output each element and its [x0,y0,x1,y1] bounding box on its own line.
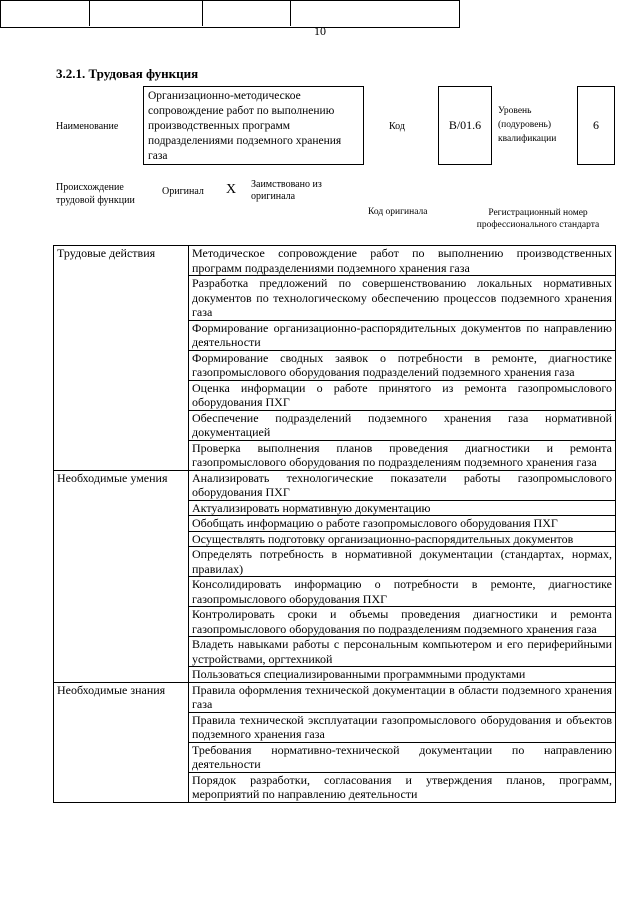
section-item: Определять потребность в нормативной документации (стандартах, нормах, правилах) [189,547,616,577]
section-item: Формирование организационно-распорядительных документов по направлению деятельности [189,320,616,350]
page-number: 10 [314,24,326,38]
section-item: Разработка предложений по совершенствованию локальных нормативных документов по технологическому обеспечению процессов подземного хранения газа [189,276,616,321]
origin-cell-code [203,0,291,26]
code-label: Код [389,121,405,132]
section-item: Методическое сопровождение работ по выполнению производственных программ подразделениями подземного хранения газа [189,246,616,276]
origin-cell-original [0,0,90,26]
original-label: Оригинал [162,186,204,197]
section-item: Контролировать сроки и объемы проведения диагностики и ремонта газопромыслового оборудования по подразделениям подземного хранения газа [189,607,616,637]
origin-cell-borrowed [90,0,203,26]
section-item: Требования нормативно-технической документации по направлению деятельности [189,742,616,772]
level-label: Уровень (подуровень) квалификации [498,106,557,144]
borrowed-label: Заимствовано из оригинала [251,179,322,202]
section-item: Правила оформления технической документации в области подземного хранения газа [189,682,616,712]
table-row [54,682,616,712]
origin-label [56,181,148,207]
section-category: Трудовые действия [54,246,189,471]
section-item: Пользоваться специализированными программными продуктами [189,667,616,683]
table-row [54,246,616,276]
section-title: 3.2.1. Трудовая функция [56,66,199,81]
section-item: Актуализировать нормативную документацию [189,500,616,516]
level-value-box: 6 [577,86,615,165]
section-item: Владеть навыками работы с персональным компьютером и его периферийными устройствами, оргтехникой [189,637,616,667]
name-label: Наименование [56,121,119,132]
section-category: Необходимые знания [54,682,189,802]
registration-number-caption: Регистрационный номер профессионального стандарта [476,208,600,230]
section-item: Правила технической эксплуатации газопромыслового оборудования и объектов подземного хранения газа [189,712,616,742]
section-category: Необходимые умения [54,470,189,682]
section-item: Формирование сводных заявок о потребности в ремонте, диагностике газопромыслового оборудования подразделений подземного хранения газа [189,350,616,380]
section-item: Осуществлять подготовку организационно-распорядительных документов [189,531,616,547]
code-value-box: В/01.6 [438,86,492,165]
requirements-table [53,245,616,803]
table-row [54,470,616,500]
section-item: Обеспечение подразделений подземного хранения газа нормативной документацией [189,410,616,440]
section-item: Оценка информации о работе принятого из ремонта газопромыслового оборудования ПХГ [189,380,616,410]
section-item: Консолидировать информацию о потребности в ремонте, диагностике газопромыслового оборудования ПХГ [189,577,616,607]
origin-label-text: Происхождение трудовой функции [56,182,135,206]
original-code-caption: Код оригинала [368,207,428,217]
function-name-box: Организационно-методическое сопровождение работ по выполнению производственных программ подразделениями подземного хранения газа [143,86,364,165]
section-item: Обобщать информацию о работе газопромыслового оборудования ПХГ [189,516,616,532]
section-item: Порядок разработки, согласования и утверждения планов, программ, мероприятий по направлению деятельности [189,772,616,802]
original-mark: X [226,182,237,197]
section-item: Анализировать технологические показатели работы газопромыслового оборудования ПХГ [189,470,616,500]
section-item: Проверка выполнения планов проведения диагностики и ремонта газопромыслового оборудования по подразделениям подземного хранения газа [189,440,616,470]
